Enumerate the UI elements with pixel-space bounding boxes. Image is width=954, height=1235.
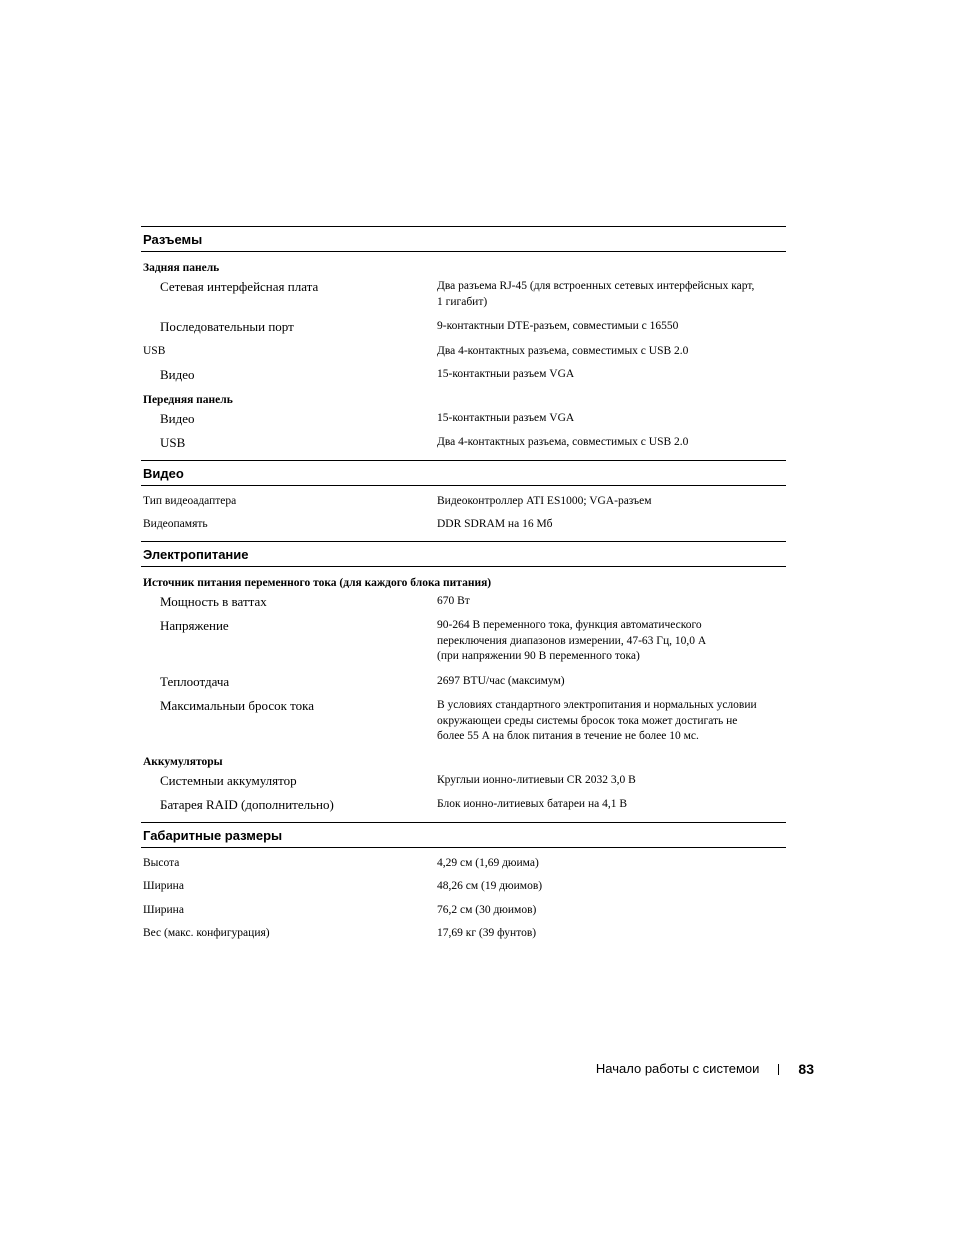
- spec-label: Теплоотдача: [160, 673, 230, 689]
- spec-value: 670 Вт: [437, 594, 470, 607]
- spec-label: Высота: [143, 856, 180, 869]
- spec-value: 17,69 кг (39 фунтов): [437, 927, 537, 939]
- section-body: [141, 852, 786, 950]
- spec-label: Батарея RAID (дополнительно): [160, 797, 334, 812]
- spec-row: [141, 670, 786, 695]
- spec-label: Мощность в ваттах: [160, 593, 267, 609]
- page-number: 83: [798, 1061, 814, 1077]
- section-body: [141, 256, 786, 460]
- spec-label: USB: [143, 344, 166, 357]
- page-footer: [596, 1061, 814, 1077]
- spec-row: [141, 363, 786, 388]
- spec-label: Вес (макс. конфигурация): [143, 927, 270, 939]
- section-heading: Видео: [141, 460, 786, 486]
- section-heading: Электропитание: [141, 541, 786, 567]
- spec-value: 48,26 см (19 дюимов): [437, 880, 543, 892]
- footer-title: Начало работы с системои: [595, 1061, 760, 1076]
- subsection-heading: Аккумуляторы: [143, 755, 223, 768]
- spec-value: 76,2 см (30 дюимов): [437, 903, 537, 916]
- spec-row: [141, 340, 786, 364]
- spec-label: Системныи аккумулятор: [160, 772, 297, 788]
- spec-row: [141, 490, 786, 514]
- spec-row: [141, 407, 786, 432]
- spec-value: В условиях стандартного электропитания и нормальных условии окружающеи среды системы бросок тока может достигать не более 55 А на блок питания в течение не более 10 мс.: [437, 699, 757, 742]
- spec-value: Блок ионно-литиевых батареи на 4,1 В: [437, 798, 628, 810]
- spec-value: 15-контактныи разъем VGA: [437, 368, 575, 380]
- spec-value: DDR SDRAM на 16 Мб: [437, 518, 553, 530]
- spec-row: [141, 694, 786, 750]
- spec-label: Видео: [160, 367, 195, 382]
- spec-label: Напряжение: [160, 618, 229, 633]
- spec-value: Два 4-контактных разъема, совместимых с USB 2.0: [437, 344, 689, 357]
- spec-value: 9-контактныи DTE-разъем, совместимыи с 16550: [437, 320, 679, 332]
- section-heading: Габаритные размеры: [141, 822, 786, 848]
- spec-value: Видеоконтроллер ATI ES1000; VGA-разъем: [437, 494, 652, 507]
- section-heading: Разъемы: [141, 226, 786, 252]
- spec-row: [141, 875, 786, 899]
- footer-separator: [778, 1064, 779, 1075]
- spec-label: Видео: [160, 410, 195, 426]
- spec-label: Тип видеоадаптера: [143, 494, 237, 507]
- spec-row: [141, 275, 786, 315]
- spec-row: [141, 793, 786, 818]
- spec-label: Ширина: [143, 903, 184, 916]
- spec-row: [141, 590, 786, 615]
- spec-label: USB: [160, 435, 186, 450]
- spec-row: [141, 852, 786, 876]
- spec-value: 2697 BTU/час (максимум): [437, 674, 565, 687]
- spec-label: Сетевая интерфейсная плата: [160, 279, 319, 294]
- spec-value: Два разъема RJ-45 (для встроенных сетевых интерфейсных карт, 1 гигабит): [437, 280, 755, 308]
- spec-value: Круглыи ионно-литиевыи CR 2032 3,0 В: [437, 773, 636, 786]
- spec-row: [141, 513, 786, 537]
- spec-table: [141, 226, 786, 950]
- subsection-heading: Передняя панель: [143, 393, 233, 406]
- spec-row: [141, 315, 786, 340]
- subsection-heading: Источник питания переменного тока (для каждого блока питания): [143, 576, 492, 589]
- spec-label: Ширина: [143, 880, 184, 892]
- section-spacer: [141, 946, 786, 950]
- spec-label: Максимальныи бросок тока: [160, 698, 315, 713]
- spec-row: [141, 614, 786, 670]
- subsection-heading: Задняя панель: [143, 262, 220, 274]
- spec-row: [141, 899, 786, 923]
- spec-label: Последовательныи порт: [160, 319, 294, 334]
- spec-value: 4,29 см (1,69 дюима): [437, 856, 539, 869]
- spec-value: 90-264 В переменного тока, функция автоматического переключения диапазонов измерении, 47-63 Гц, 10,0 А (при напряжении 90 В переменного тока): [437, 619, 707, 662]
- spec-label: Видеопамять: [143, 518, 208, 530]
- spec-value: Два 4-контактных разъема, совместимых с USB 2.0: [437, 436, 689, 448]
- section-body: [141, 571, 786, 822]
- spec-row: [141, 769, 786, 794]
- spec-row: [141, 922, 786, 946]
- spec-value: 15-контактныи разъем VGA: [437, 411, 575, 424]
- spec-row: [141, 431, 786, 456]
- section-body: [141, 490, 786, 541]
